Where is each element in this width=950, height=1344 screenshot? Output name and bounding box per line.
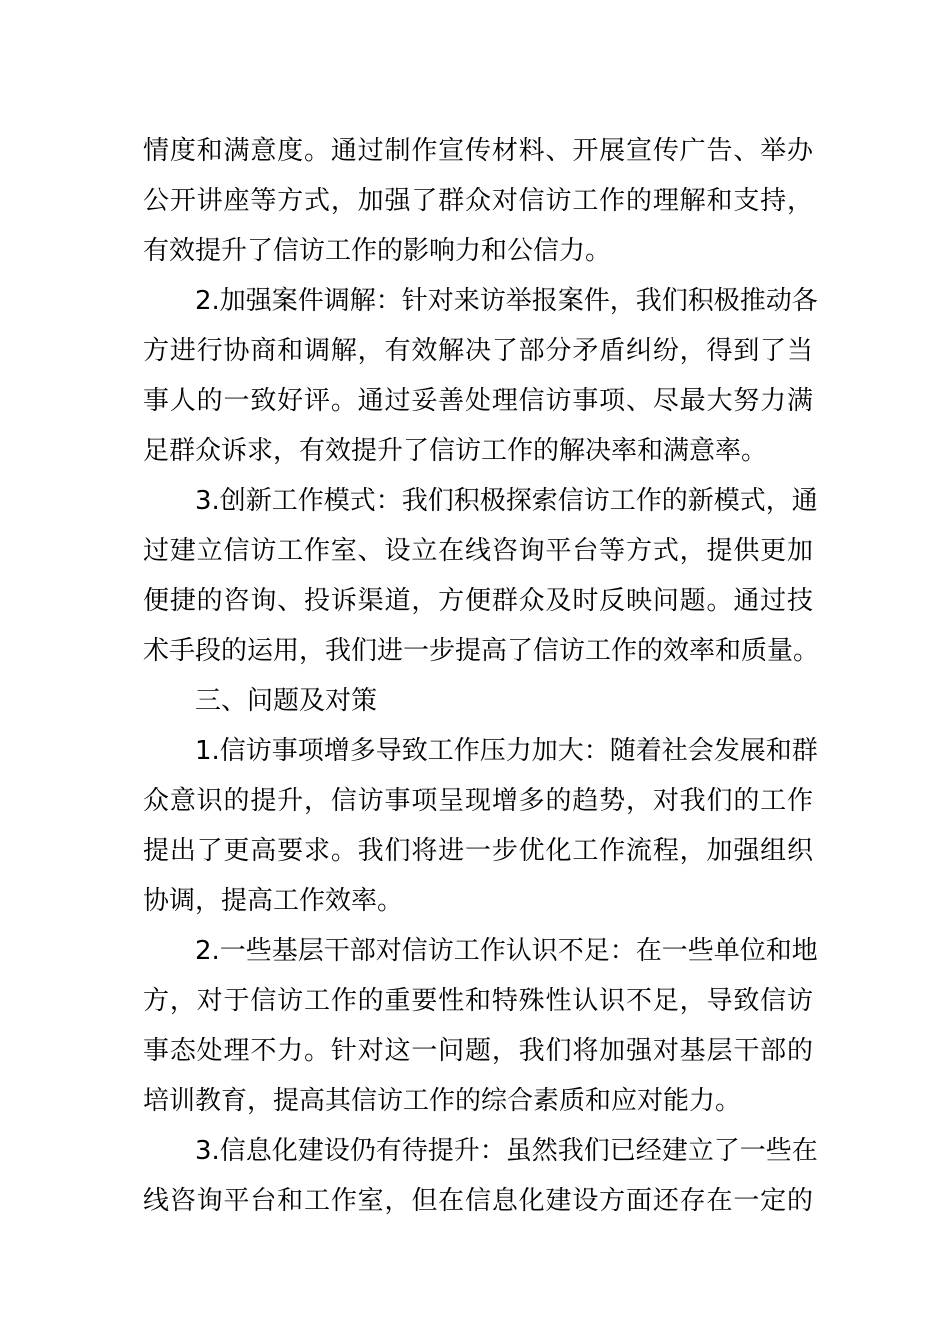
text-line: 线咨询平台和工作室，但在信息化建设方面还存在一定的 <box>143 1186 813 1216</box>
text-line: 事人的一致好评。通过妥善处理信访事项、尽最大努力满 <box>143 386 813 416</box>
paragraph-start-line: 2.一些基层干部对信访工作认识不足：在一些单位和地 <box>195 936 818 966</box>
text-line: 情度和满意度。通过制作宣传材料、开展宣传广告、举办 <box>143 136 813 166</box>
text-line: 众意识的提升，信访事项呈现增多的趋势，对我们的工作 <box>143 786 813 816</box>
paragraph-start-line: 3.信息化建设仍有待提升：虽然我们已经建立了一些在 <box>195 1136 818 1166</box>
text-line: 方，对于信访工作的重要性和特殊性认识不足，导致信访 <box>143 986 813 1016</box>
text-line: 公开讲座等方式，加强了群众对信访工作的理解和支持， <box>143 186 813 216</box>
text-line: 方进行协商和调解，有效解决了部分矛盾纠纷，得到了当 <box>143 336 813 366</box>
text-line: 术手段的运用，我们进一步提高了信访工作的效率和质量。 <box>143 636 820 666</box>
paragraph-start-line: 3.创新工作模式：我们积极探索信访工作的新模式，通 <box>195 486 818 516</box>
text-line: 培训教育，提高其信访工作的综合素质和应对能力。 <box>143 1086 742 1116</box>
paragraph-start-line: 1.信访事项增多导致工作压力加大：随着社会发展和群 <box>195 736 818 766</box>
text-line: 事态处理不力。针对这一问题，我们将加强对基层干部的 <box>143 1036 813 1066</box>
section-heading: 三、问题及对策 <box>195 686 378 716</box>
text-line: 过建立信访工作室、设立在线咨询平台等方式，提供更加 <box>143 536 813 566</box>
text-line: 提出了更高要求。我们将进一步优化工作流程，加强组织 <box>143 836 813 866</box>
text-line: 有效提升了信访工作的影响力和公信力。 <box>143 236 612 266</box>
text-line: 足群众诉求，有效提升了信访工作的解决率和满意率。 <box>143 436 768 466</box>
text-line: 协调，提高工作效率。 <box>143 886 404 916</box>
paragraph-start-line: 2.加强案件调解：针对来访举报案件，我们积极推动各 <box>195 286 818 316</box>
text-line: 便捷的咨询、投诉渠道，方便群众及时反映问题。通过技 <box>143 586 813 616</box>
